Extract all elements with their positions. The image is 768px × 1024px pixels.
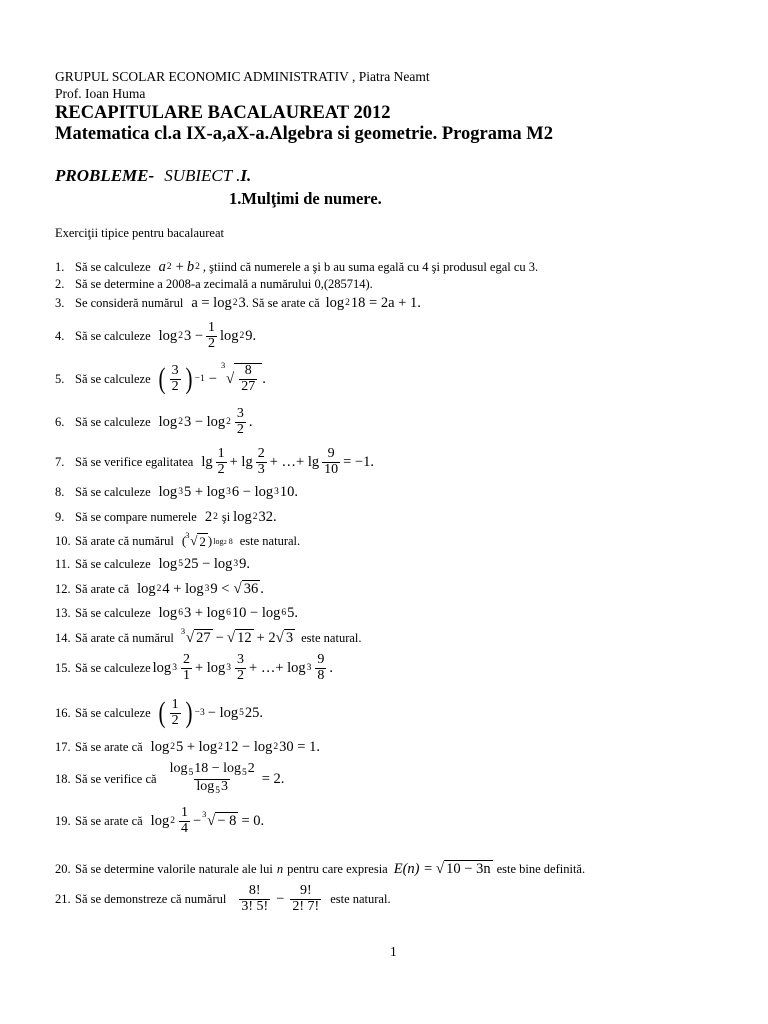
problem-21: 21. Să se demonstreze că numărul $\frac{8!}{3! 5!}$ − $\frac{9!}{2! 7!}$ este natural. <box>55 882 391 914</box>
problem-9: 9. Să se compare numerele 2 2 şi log 2 32. <box>55 508 277 525</box>
math-expression: log 2 $\frac{1}{4}$ − 3 √ − 8 = 0. <box>150 804 265 836</box>
math-expression: a = log 2 3 <box>191 294 246 311</box>
problem-1: 1. Să se calculeze a 2 + b 2 , ştiind că numerele a şi b au suma egală cu 4 şi produsul egal cu 3. <box>55 258 539 275</box>
math-expression: log 3 5 + log 3 6 − log 3 10. <box>158 483 298 500</box>
problem-3: 3. Se consideră numărul a = log 2 3 . Să se arate că log 2 18 = 2a + 1. <box>55 294 421 311</box>
math-expression: ( $\frac{1}{2}$ ) −3 − log 5 25. <box>158 696 263 729</box>
problem-4: 4. Să se calculeze log 2 3 − $\frac{1}{2}$ log 2 9. <box>55 319 257 351</box>
math-expression: log 2 4 + log 3 9 < √ 36 . <box>137 580 264 597</box>
problem-20: 20. Să se determine valorile naturale ale lui n pentru care expresia E(n) = √ 10 − 3n este bine definită. <box>55 860 586 877</box>
math-expression: 3 √ 27 − √ 12 + 2 √ 3 <box>180 626 294 646</box>
math-expression: log 3 $\frac{2}{1}$ + log 3 $\frac{3}{2}$ + …+ log 3 $\frac{9}{8}$ . <box>152 651 334 683</box>
math-expression: a 2 + b 2 <box>158 258 200 275</box>
problem-5: 5. Să se calculeze ( $\frac{3}{2}$ ) −1 − 3 √ $\frac{8}{27}$ . <box>55 360 266 395</box>
math-expression: E(n) = √ 10 − 3n <box>393 860 491 877</box>
math-expression: log 6 3 + log 6 10 − log 6 5. <box>158 604 298 621</box>
problem-19: 19. Să se arate că log 2 $\frac{1}{4}$ − 3 √ − 8 = 0. <box>55 804 265 836</box>
problem-13: 13. Să se calculeze log 6 3 + log 6 10 − log 6 5. <box>55 604 298 621</box>
math-expression: log 2 3 − log 2 $\frac{3}{2}$ . <box>158 405 253 437</box>
intro-text: Exerciţii tipice pentru bacalaureat <box>55 226 225 240</box>
problem-18: 18. Să se verifice că $\frac{\log_518 - \log_52}{\log_53}$ = 2. <box>55 760 285 796</box>
author: Prof. Ioan Huma <box>55 86 146 101</box>
problem-11: 11. Să se calculeze log 5 25 − log 3 9. <box>55 555 251 572</box>
problem-15: 15. Să se calculeze log 3 $\frac{2}{1}$ + log 3 $\frac{3}{2}$ + …+ log 3 $\frac{9}{8}$ . <box>55 651 334 683</box>
math-expression: ( $\frac{3}{2}$ ) −1 − 3 √ $\frac{8}{27}$ . <box>158 360 266 395</box>
problem-14: 14. Să arate că numărul 3 √ 27 − √ 12 + 2 √ 3 este natural. <box>55 626 362 646</box>
problem-17: 17. Să se arate că log 2 5 + log 2 12 − log 2 30 = 1. <box>55 738 320 755</box>
math-expression: lg $\frac{1}{2}$ + lg $\frac{2}{3}$ + …+ lg $\frac{9}{10}$ = −1. <box>201 445 374 477</box>
problem-7: 7. Să se verifice egalitatea lg $\frac{1}{2}$ + lg $\frac{2}{3}$ + …+ lg $\frac{9}{10}$ = −1. <box>55 445 374 477</box>
problem-8: 8. Să se calculeze log 3 5 + log 3 6 − log 3 10. <box>55 483 298 500</box>
math-expression: ( 3 √ 2 ) log2 8 <box>181 529 233 549</box>
math-expression: log 5 25 − log 3 9. <box>158 555 251 572</box>
section-heading: PROBLEME- SUBIECT .I. <box>55 166 252 185</box>
math-expression: 2 2 şi log 2 32. <box>204 508 277 525</box>
document-title: RECAPITULARE BACALAUREAT 2012 <box>55 103 391 123</box>
math-expression: $\frac{8!}{3! 5!}$ − $\frac{9!}{2! 7!}$ <box>241 882 320 914</box>
math-expression: $\frac{\log_518 - \log_52}{\log_53}$ = 2. <box>169 760 285 796</box>
math-expression: log 2 3 − $\frac{1}{2}$ log 2 9. <box>158 319 257 351</box>
chapter-heading: 1.Mulţimi de numere. <box>229 189 382 208</box>
problem-6: 6. Să se calculeze log 2 3 − log 2 $\frac{3}{2}$ . <box>55 405 253 437</box>
problem-10: 10. Să arate că numărul ( 3 √ 2 ) log2 8 este natural. <box>55 529 301 549</box>
math-expression: log 2 18 = 2a + 1. <box>325 294 421 311</box>
page-number: 1 <box>390 944 397 959</box>
school-name: GRUPUL SCOLAR ECONOMIC ADMINISTRATIV , Piatra Neamt <box>55 69 430 84</box>
problem-12: 12. Să arate că log 2 4 + log 3 9 < √ 36 . <box>55 580 264 597</box>
problem-2: 2. Să se determine a 2008-a zecimală a numărului 0,(285714). <box>55 276 373 291</box>
math-expression: log 2 5 + log 2 12 − log 2 30 = 1. <box>150 738 320 755</box>
problem-16: 16. Să se calculeze ( $\frac{1}{2}$ ) −3 − log 5 25. <box>55 696 263 729</box>
document-subtitle: Matematica cl.a IX-a,aX-a.Algebra si geometrie. Programa M2 <box>55 124 553 144</box>
